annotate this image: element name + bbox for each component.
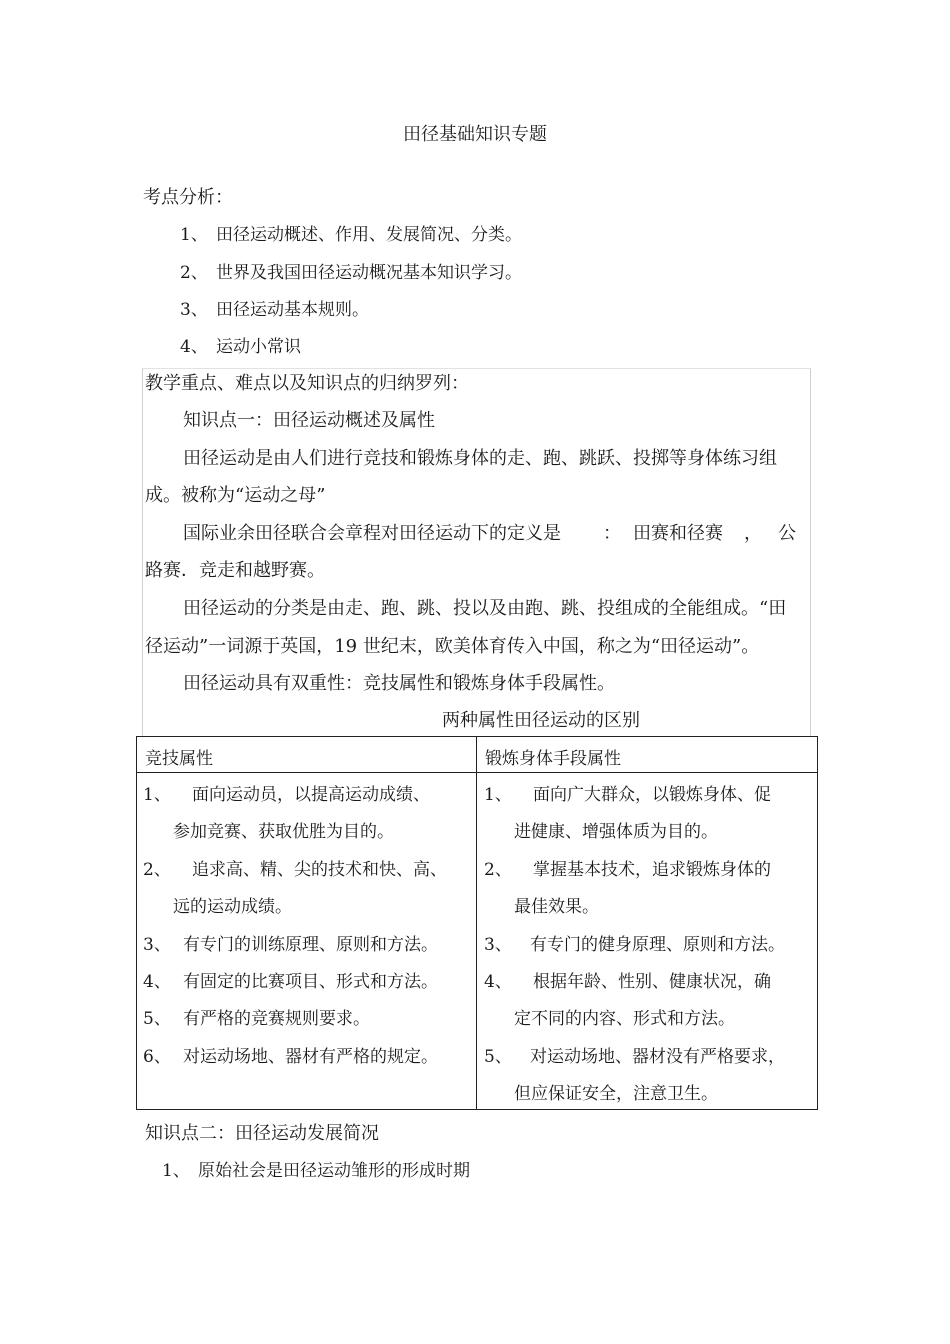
item-number: 1、 — [162, 1161, 190, 1181]
list-item: 对运动场地、器材有严格的规定。 — [183, 1047, 438, 1067]
paragraph-comma: ， — [744, 523, 762, 544]
competitive-column — [137, 773, 477, 1110]
teaching-heading: 教学重点、难点以及知识点的归纳罗列： — [145, 373, 469, 394]
list-item: 掌握基本技术，追求锻炼身体的 — [533, 860, 771, 880]
exam-point-item — [180, 332, 301, 357]
table-row — [137, 773, 818, 1110]
paragraph-line: 田径运动具有双重性：竞技属性和锻炼身体手段属性。 — [183, 673, 615, 694]
list-number: 1、 — [143, 785, 171, 805]
list-item-cont: 定不同的内容、形式和方法。 — [514, 1009, 735, 1029]
list-item-cont: 但应保证安全，注意卫生。 — [514, 1084, 718, 1104]
list-number: 1、 — [484, 785, 512, 805]
list-number: 5、 — [484, 1047, 512, 1067]
comparison-table — [136, 736, 818, 1110]
exam-point-item — [180, 295, 369, 320]
knowledge-point-2-title: 知识点二：田径运动发展简况 — [145, 1123, 379, 1144]
list-number: 4、 — [143, 972, 171, 992]
item-number: 2、 — [180, 263, 208, 283]
list-number: 6、 — [143, 1047, 171, 1067]
list-item: 有专门的训练原理、原则和方法。 — [183, 935, 438, 955]
list-item: 有专门的健身原理、原则和方法。 — [530, 935, 785, 955]
knowledge-point-1-title: 知识点一：田径运动概述及属性 — [183, 410, 435, 431]
list-item-cont: 最佳效果。 — [514, 897, 599, 917]
list-item-cont: 进健康、增强体质为目的。 — [514, 822, 718, 842]
paragraph-term: 公 — [778, 523, 796, 544]
list-item: 对运动场地、器材没有严格要求， — [530, 1047, 785, 1067]
exam-points-heading: 考点分析： — [143, 187, 233, 208]
item-text: 原始社会是田径运动雏形的形成时期 — [198, 1161, 470, 1181]
paragraph-line: 径运动”一词源于英国，19 世纪末，欧美体育传入中国，称之为“田径运动”。 — [145, 636, 760, 657]
paragraph-line: 成。被称为“运动之母” — [145, 485, 326, 506]
kp2-list-item — [162, 1156, 470, 1181]
item-text: 田径运动基本规则。 — [216, 300, 369, 320]
item-text: 运动小常识 — [216, 337, 301, 357]
item-number: 3、 — [180, 300, 208, 320]
list-number: 3、 — [484, 935, 512, 955]
paragraph-term: 田赛和径赛 — [633, 523, 723, 544]
list-item: 面向广大群众，以锻炼身体、促 — [533, 785, 771, 805]
list-number: 4、 — [484, 972, 512, 992]
list-item: 面向运动员，以提高运动成绩、 — [192, 785, 430, 805]
exam-point-item — [180, 220, 522, 245]
list-item: 根据年龄、性别、健康状况，确 — [533, 972, 771, 992]
paragraph-line: 田径运动是由人们进行竞技和锻炼身体的走、跑、跳跃、投掷等身体练习组 — [183, 448, 777, 469]
list-number: 2、 — [484, 860, 512, 880]
item-text: 世界及我国田径运动概况基本知识学习。 — [216, 263, 522, 283]
paragraph-line: 路赛．竞走和越野赛。 — [145, 560, 325, 581]
table-header-cell: 竞技属性 — [137, 737, 477, 773]
table-caption: 两种属性田径运动的区别 — [442, 710, 640, 731]
list-number: 5、 — [143, 1009, 171, 1029]
exam-point-item — [180, 258, 522, 283]
paragraph-colon: ： — [603, 523, 621, 544]
list-item: 追求高、精、尖的技术和快、高、 — [192, 860, 447, 880]
item-number: 1、 — [180, 225, 208, 245]
item-text: 田径运动概述、作用、发展简况、分类。 — [216, 225, 522, 245]
list-item: 有固定的比赛项目、形式和方法。 — [183, 972, 438, 992]
list-item: 有严格的竞赛规则要求。 — [183, 1009, 370, 1029]
document-title: 田径基础知识专题 — [403, 124, 547, 145]
table-header-cell: 锻炼身体手段属性 — [477, 737, 818, 773]
table-header-row — [137, 737, 818, 773]
fitness-column — [477, 773, 818, 1110]
list-item-cont: 参加竞赛、获取优胜为目的。 — [173, 822, 394, 842]
paragraph-line: 田径运动的分类是由走、跑、跳、投以及由跑、跳、投组成的全能组成。“田 — [183, 598, 787, 619]
list-item-cont: 远的运动成绩。 — [173, 897, 292, 917]
list-number: 3、 — [143, 935, 171, 955]
item-number: 4、 — [180, 337, 208, 357]
paragraph-line: 国际业余田径联合会章程对田径运动下的定义是 — [183, 523, 561, 544]
list-number: 2、 — [143, 860, 171, 880]
